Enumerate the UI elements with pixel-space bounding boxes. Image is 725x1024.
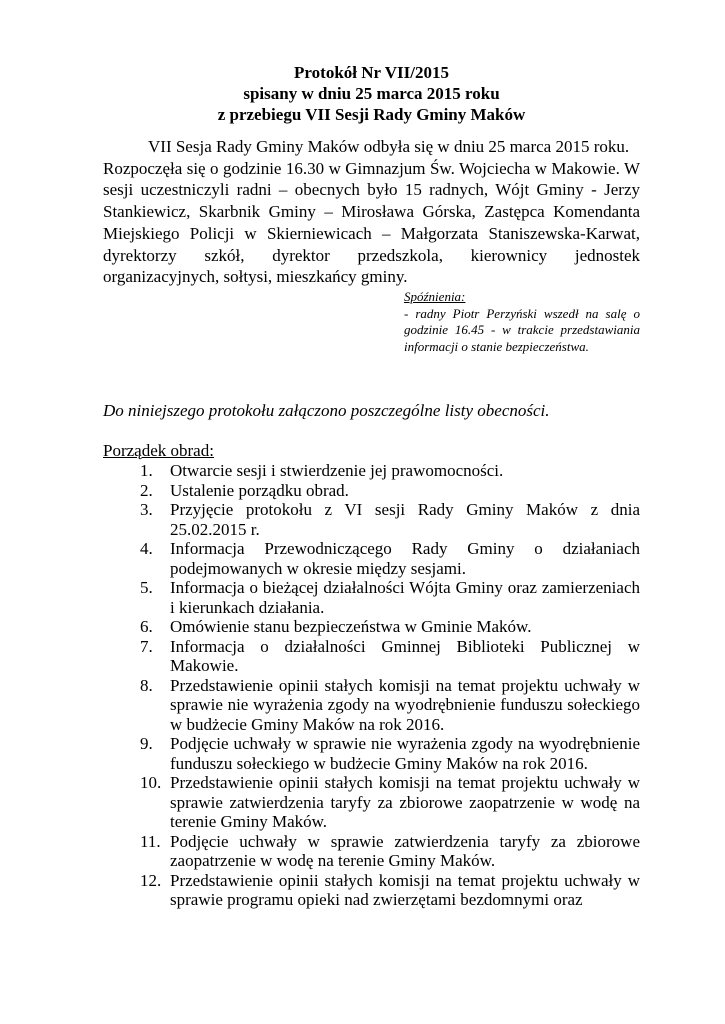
agenda-item-text: Informacja o bieżącej działalności Wójta Gminy oraz zamierzeniach i kierunkach działania. <box>170 578 640 617</box>
agenda-item-number: 8. <box>140 675 153 695</box>
agenda-item-number: 5. <box>140 578 153 597</box>
agenda-item-text: Omówienie stanu bezpieczeństwa w Gminie Maków. <box>170 617 532 636</box>
attachment-note: Do niniejszego protokołu załączono poszczególne listy obecności. <box>103 401 550 420</box>
agenda-item <box>140 871 640 910</box>
agenda-item-text: Otwarcie sesji i stwierdzenie jej prawomocności. <box>170 461 504 480</box>
agenda-item-number: 11. <box>140 831 161 851</box>
agenda-item-number: 10. <box>140 773 162 792</box>
title-line-2: spisany w dniu 25 marca 2015 roku <box>243 84 500 103</box>
agenda-item <box>140 832 640 871</box>
agenda-item-number: 3. <box>140 500 153 519</box>
agenda-item-text: Przyjęcie protokołu z VI sesji Rady Gminy Maków z dnia 25.02.2015 r. <box>170 500 640 539</box>
agenda-item-number: 4. <box>140 539 153 558</box>
intro-paragraph <box>103 136 640 288</box>
agenda-item <box>140 676 640 735</box>
title-line-1: Protokół Nr VII/2015 <box>294 63 449 82</box>
agenda-item-number: 1. <box>140 461 153 480</box>
agenda-item <box>140 539 640 578</box>
late-arrivals-text: - radny Piotr Perzyński wszedł na salę o godzinie 16.45 - w trakcie przedstawiania informacji o stanie bezpieczeństwa. <box>404 305 640 354</box>
agenda-item-text: Informacja Przewodniczącego Rady Gminy o działaniach podejmowanych w okresie między sesjami. <box>170 539 640 578</box>
agenda-item <box>140 461 640 481</box>
agenda-list <box>140 461 640 910</box>
agenda-item-text: Przedstawienie opinii stałych komisji na temat projektu uchwały w sprawie nie wyrażenia zgody na wyodrębnienie funduszu sołeckiego w budżecie Gminy Maków na rok 2016. <box>170 675 640 734</box>
agenda-item <box>140 578 640 617</box>
agenda-item <box>140 734 640 773</box>
intro-body: Rozpoczęła się o godzinie 16.30 w Gimnazjum Św. Wojciecha w Makowie. W sesji uczestniczyli radni – obecnych było 15 radnych, Wójt Gminy - Jerzy Stankiewicz, Skarbnik Gminy – Mirosława Górska, Zastępca Komendanta Miejskiego Policji w Skierniewicach – Małgorzata Staniszewska-Karwat, dyrektorzy szkół, dyrektor przedszkola, kierownicy jednostek organizacyjnych, sołtysi, mieszkańcy gminy. <box>103 158 640 287</box>
agenda-item-number: 9. <box>140 734 153 753</box>
title-line-3: z przebiegu VII Sesji Rady Gminy Maków <box>217 105 526 124</box>
agenda-item-text: Przedstawienie opinii stałych komisji na temat projektu uchwały w sprawie zatwierdzenia taryfy za zbiorowe zaopatrzenie w wodę na terenie Gminy Maków. <box>170 773 640 831</box>
agenda-item-text: Informacja o działalności Gminnej Biblioteki Publicznej w Makowie. <box>170 636 640 675</box>
agenda-item-text: Podjęcie uchwały w sprawie zatwierdzenia taryfy za zbiorowe zaopatrzenie w wodę na terenie Gminy Maków. <box>170 831 640 870</box>
agenda-item-number: 6. <box>140 617 153 636</box>
agenda-item <box>140 773 640 832</box>
agenda-item-text: Przedstawienie opinii stałych komisji na temat projektu uchwały w sprawie programu opieki nad zwierzętami bezdomnymi oraz <box>170 870 640 909</box>
agenda-item-text: Podjęcie uchwały w sprawie nie wyrażenia zgody na wyodrębnienie funduszu sołeckiego w budżecie Gminy Maków na rok 2016. <box>170 734 640 773</box>
agenda-title: Porządek obrad: <box>103 441 214 460</box>
agenda-item-number: 7. <box>140 636 153 656</box>
agenda-item <box>140 637 640 676</box>
agenda-item <box>140 481 640 501</box>
agenda-item <box>140 617 640 637</box>
late-arrivals-note <box>404 289 640 355</box>
agenda-item-number: 2. <box>140 480 153 500</box>
intro-first-line: VII Sesja Rady Gminy Maków odbyła się w dniu 25 marca 2015 roku. <box>148 137 630 156</box>
agenda-item-text: Ustalenie porządku obrad. <box>170 480 349 500</box>
agenda-item <box>140 500 640 539</box>
agenda-item-number: 12. <box>140 870 162 890</box>
document-title <box>103 62 640 125</box>
late-arrivals-heading: Spóźnienia: <box>404 289 466 304</box>
